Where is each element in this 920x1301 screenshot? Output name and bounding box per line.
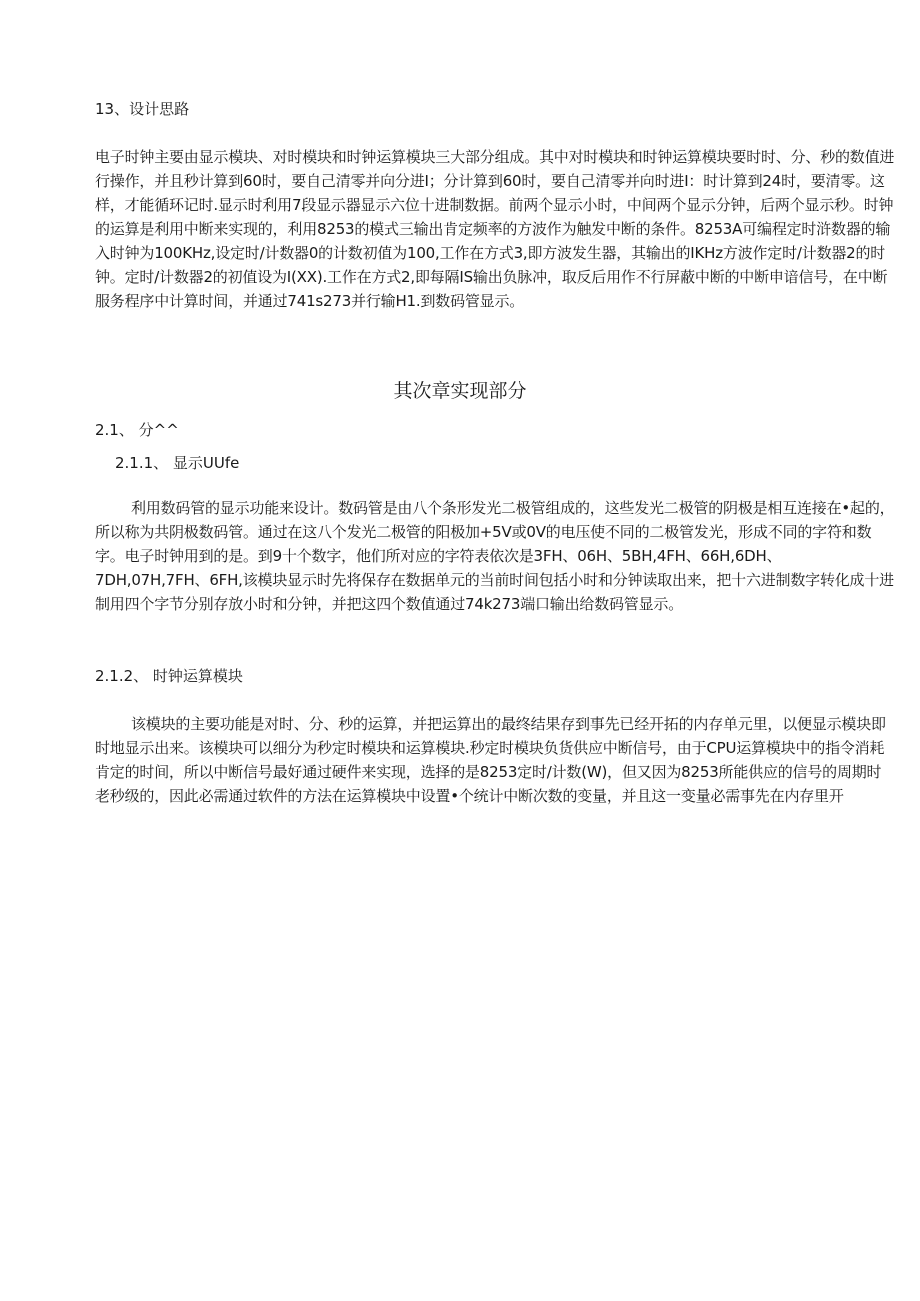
section-13-body: 电子时钟主要由显示模块、对时模块和时钟运算模块三大部分组成。其中对时模块和时钟运算模块要时时、分、秒的数值进行操作，并且秒计算到60时，要自己清零并向分进I；分计算到60时，要自己清零并向时进I：时计算到24时，要清零。这样，才能循环记时.显示时利用7段显示器显示六位十进制数据。前两个显示小时，中间两个显示分钟，后两个显示秒。时钟的运算是利用中断来实现的，利用8253的模式三输出肯定频率的方波作为触发中断的条件。8253A可编程定时浒数器的输入时钟为100KHz,设定时/计数器0的计数初值为100,工作在方式3,即方波发生器，其输出的IKHz方波作定时/计数器2的时钟。定时/计数器2的初值设为I(XX).工作在方式2,即每隔IS输出负脉冲，取反后用作不行屏蔽中断的中断申谙信号，在中断服务程序中计算时间，并通过741s273并行输H1.到数码管显示。 (95, 148, 895, 310)
section-2-1-1-body: 利用数码管的显示功能来设计。数码管是由八个条形发光二极管组成的，这些发光二极管的阴极是相互连接在•起的，所以称为共阴极数码管。通过在这八个发光二极管的阳极加+5V或0V的电压使不同的二极管发光，形成不同的字符和数字。电子时钟用到的是。到9十个数字，他们所对应的字符表依次是3FH、06H、5BH,4FH、66H,6DH、7DH,07H,7FH、6FH,该模块显示时先将保存在数据单元的当前时间包括小时和分钟读取出来，把十六进制数字转化成十进制用四个字节分别存放小时和分钟，并把这四个数值通过74k273端口输出给数码管显示。 (95, 499, 895, 613)
section-2-1-heading: 2.1、 分^^ (95, 421, 179, 439)
chapter-2-title: 其次章实现部分 (393, 380, 527, 402)
section-13-heading: 13、设计思路 (95, 100, 190, 118)
section-2-1-2-heading: 2.1.2、 时钟运算模块 (95, 667, 243, 685)
section-2-1-2-body: 该模块的主要功能是对时、分、秒的运算，并把运算出的最终结果存到事先已经开拓的内存单元里，以便显示模块即时地显示出来。该模块可以细分为秒定时模块和运算模块.秒定时模块负货供应中断信号，由于CPU运算模块中的指令消耗肯定的时间，所以中断信号最好通过硬件来实现，选择的是8253定时/计数(W)，但又因为8253所能供应的信号的周期时老秒级的，因此必需通过软件的方法在运算模块中设置•个统计中断次数的变量，并且这一变量必需事先在内存里开 (95, 715, 886, 805)
section-2-1-1-heading: 2.1.1、 显示UUfe (115, 454, 240, 472)
